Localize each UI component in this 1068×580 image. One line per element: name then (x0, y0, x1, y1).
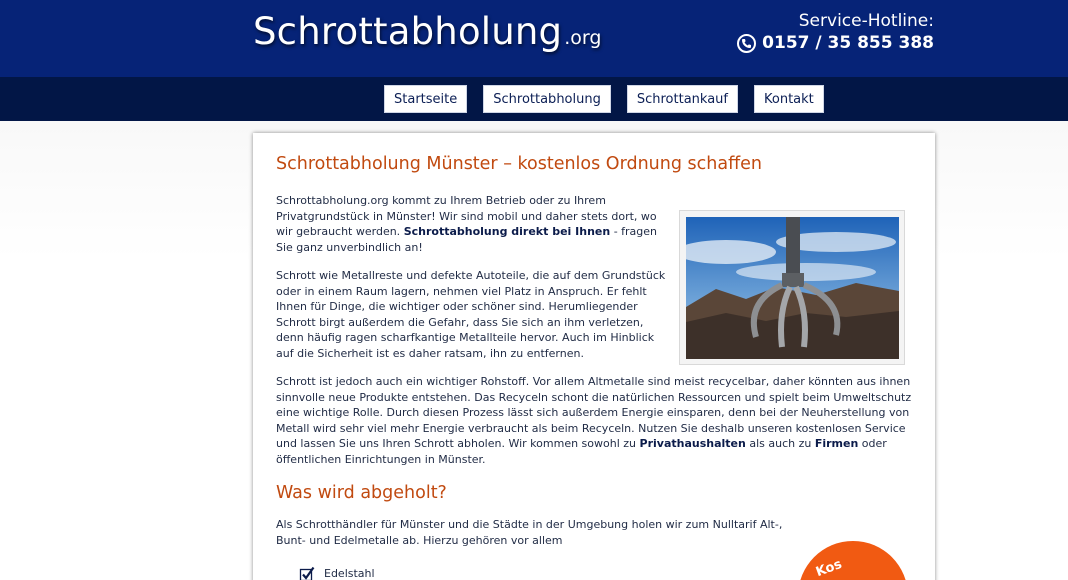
bold-highlight: Schrottabholung direkt bei Ihnen (403, 225, 611, 239)
list-item-label: Edelstahl (324, 567, 375, 580)
section-title-was-wird-abgeholt: Was wird abgeholt? (276, 483, 447, 503)
intro-paragraph: Schrottabholung.org kommt zu Ihrem Betrieb oder zu Ihrem Privatgrundstück in Münster! Wir sind mobil und daher stets dort, wo wir gebraucht werden. Schrottabholung direkt bei Ihnen - fragen Sie ganz unverbindlich an! (276, 194, 658, 254)
scrap-grabber-photo (679, 210, 905, 365)
contact-badge[interactable] (798, 541, 908, 580)
nav-item-schrottankauf[interactable]: Schrottankauf (627, 85, 738, 113)
nav-item-startseite[interactable]: Startseite (384, 85, 467, 113)
scrap-paragraph: Schrott wie Metallreste und defekte Autoteile, die auf dem Grundstück oder in einem Raum lagern, nehmen viel Platz in Anspruch. Er fehlt Ihnen für Dinge, die wichtiger oder schöner sind. Herumliegender Schrott birgt außerdem die Gefahr, dass Sie sich an ihm verletzen, denn häufig ragen scharfkantige Metallteile hervor. Auch im Hinblick auf die Sicherheit ist es daher ratsam, ihn zu entfernen. (276, 269, 666, 360)
hotline-number[interactable]: 0157 / 35 855 388 (762, 33, 934, 53)
logo-main-text: Schrottabholung (253, 10, 563, 53)
main-navigation (0, 77, 1068, 121)
page-title: Schrottabholung Münster – kostenlos Ordnung schaffen (276, 154, 762, 174)
bold-privathaushalten: Privathaushalten (639, 437, 746, 451)
checkmark-icon (299, 566, 315, 580)
metals-list (299, 565, 375, 580)
list-item (299, 565, 375, 580)
recycling-paragraph: Schrott ist jedoch auch ein wichtiger Rohstoff. Vor allem Altmetalle sind meist recycelbar, daher könnten aus ihnen sinnvolle neue Produkte entstehen. Das Recyceln schont die natürlichen Ressourcen und spielt beim Umweltschutz eine wichtige Rolle. Durch diesen Prozess lässt sich außerdem Energie einsparen, denn bei der Neuherstellung von Metall wird sehr viel mehr Energie verbraucht als beim Recyceln. Nutzen Sie deshalb unseren kostenlosen Service und lassen Sie uns Ihren Schrott abholen. Wir kommen sowohl zu Privathaushalten als auch zu Firmen oder öffentlichen Einrichtungen in Münster. (276, 375, 912, 466)
service-hotline (737, 10, 934, 54)
hotline-label: Service-Hotline: (798, 11, 934, 31)
nav-item-schrottabholung[interactable]: Schrottabholung (483, 85, 611, 113)
nav-item-kontakt[interactable]: Kontakt (754, 85, 824, 113)
bold-firmen: Firmen (814, 437, 859, 451)
site-header (0, 0, 1068, 77)
badge-text: Kos (814, 556, 845, 580)
metals-paragraph: Als Schrotthändler für Münster und die Städte in der Umgebung holen wir zum Nulltarif Alt-, Bunt- und Edelmetalle ab. Hierzu gehören vor allem (276, 518, 783, 547)
site-logo[interactable] (253, 10, 601, 53)
logo-suffix-text: .org (564, 27, 602, 49)
content-panel (253, 133, 935, 580)
phone-icon (737, 34, 756, 53)
